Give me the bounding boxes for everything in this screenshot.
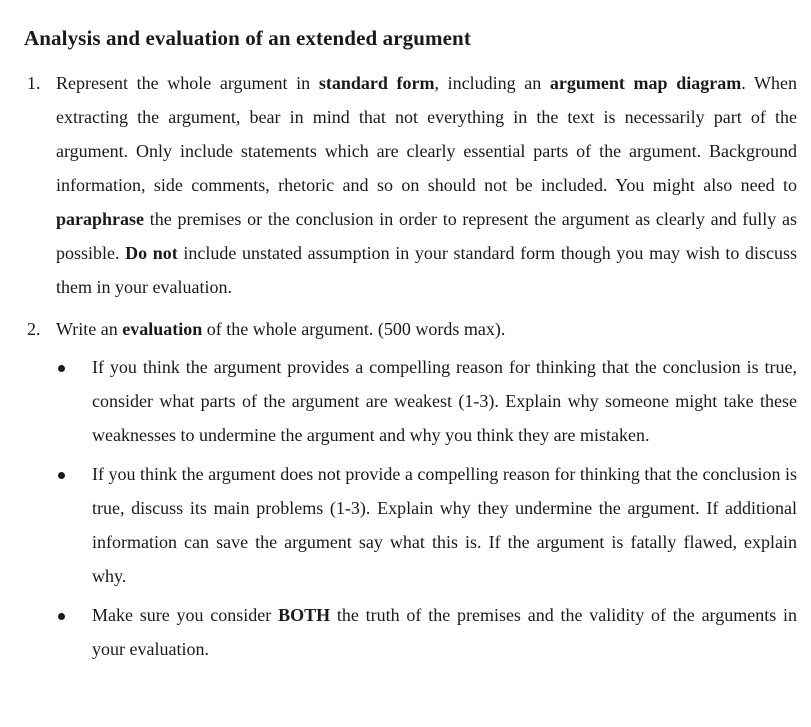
text-run: the premises or the conclusion in order to represent the argument as clearly and fully as possible. [56, 209, 797, 263]
bullet-text: If you think the argument does not provide a compelling reason for thinking that the conclusion is true, discuss its main problems (1-3). Explain why they undermine the argument. If additional information can save the argument say what this is. If the argument is fatally flawed, explain why. [92, 464, 797, 586]
text-run: , including an [434, 73, 550, 93]
emphasis-do-not: Do not [125, 243, 178, 263]
text-run: the truth of the premises and the validity of the arguments in your evaluation. [92, 605, 798, 659]
bullet-item [24, 598, 797, 666]
item-number: 1. [27, 73, 41, 93]
bullet-dot-icon [58, 613, 65, 620]
text-run: of the whole argument. (500 words max). [202, 319, 506, 339]
emphasis-both: BOTH [278, 605, 331, 625]
text-run: Make sure you consider [92, 605, 279, 625]
instruction-item-2 [24, 312, 797, 346]
item-number: 2. [27, 319, 41, 339]
text-run: Write an [56, 319, 123, 339]
evaluation-bullet-list [24, 350, 797, 666]
text-run: . When extracting the argument, bear in mind that not everything in the text is necessarily part of the argument. Only include statements which are clearly essential parts of the argument. Background information, side comments, rhetoric and so on should not be included. You might also need to [56, 73, 798, 195]
text-run: Represent the whole argument in [56, 73, 319, 93]
emphasis-paraphrase: paraphrase [56, 209, 145, 229]
bullet-item [24, 350, 797, 452]
bullet-item [24, 457, 797, 593]
instruction-item-1 [24, 66, 797, 304]
emphasis-argument-map: argument map diagram [549, 73, 742, 93]
bullet-dot-icon [58, 472, 65, 479]
bullet-dot-icon [58, 365, 65, 372]
emphasis-evaluation: evaluation [122, 319, 203, 339]
bullet-text: If you think the argument provides a compelling reason for thinking that the conclusion is true, consider what parts of the argument are weakest (1-3). Explain why someone might take these weaknesses to undermine the argument and why you think they are mistaken. [92, 357, 797, 445]
emphasis-standard-form: standard form [318, 73, 435, 93]
document-title: Analysis and evaluation of an extended argument [24, 26, 471, 50]
text-run: include unstated assumption in your standard form though you may wish to discuss them in your evaluation. [56, 243, 797, 297]
